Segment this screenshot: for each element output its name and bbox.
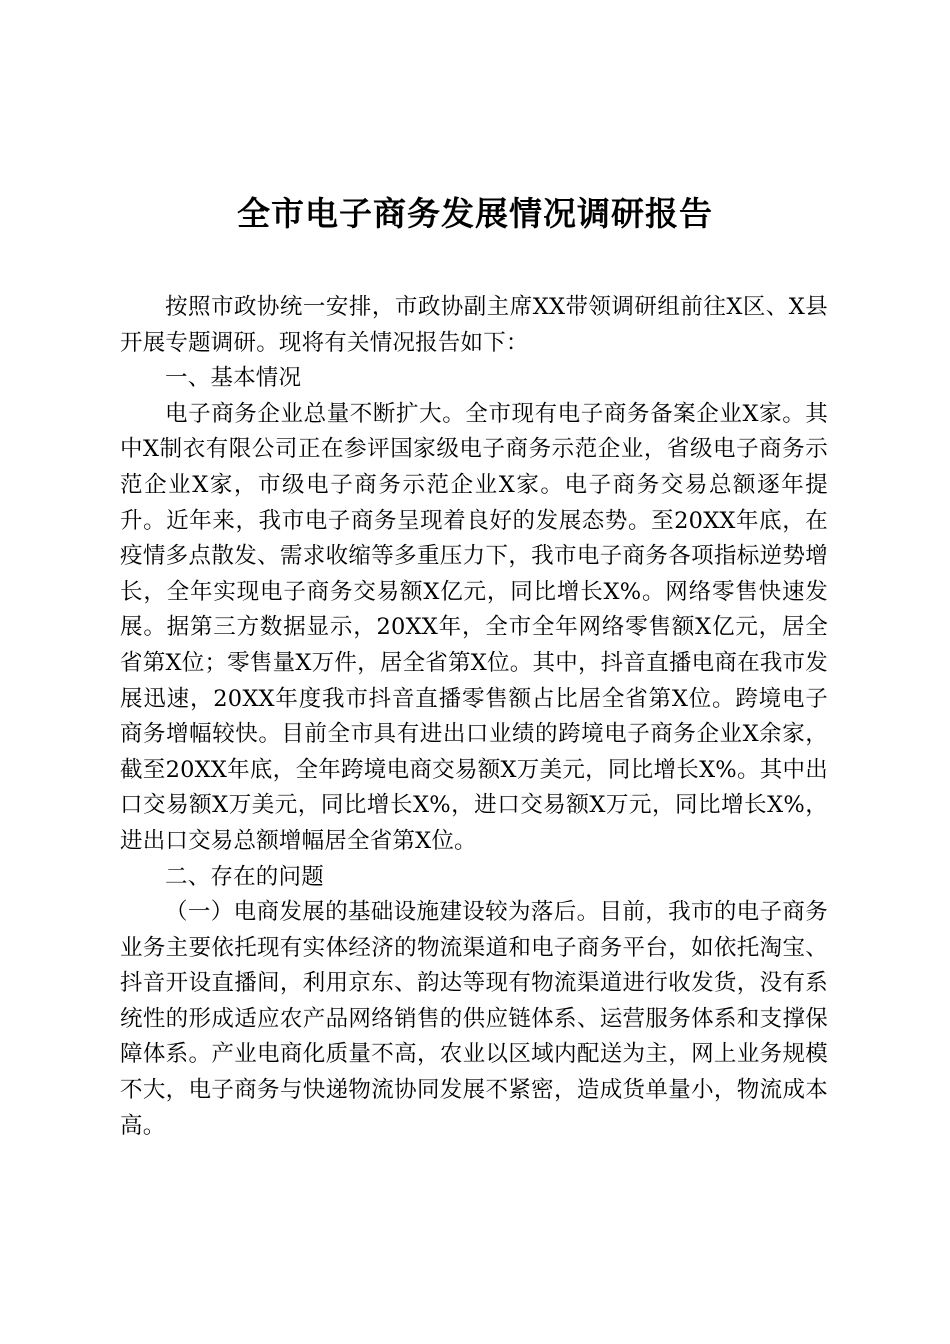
problem-one-paragraph: （一）电商发展的基础设施建设较为落后。目前，我市的电子商务业务主要依托现有实体经济的物流渠道和电子商务平台，如依托淘宝、抖音开设直播间，利用京东、韵达等现有物流渠道进行收发货，没有系统性的形成适应农产品网络销售的供应链体系、运营服务体系和支撑保障体系。产业电商化质量不高，农业以区域内配送为主，网上业务规模不大，电子商务与快递物流协同发展不紧密，造成货单量小，物流成本高。	[120, 899, 828, 1139]
intro-paragraph: 按照市政协统一安排，市政协副主席XX带领调研组前往X区、X县开展专题调研。现将有关情况报告如下：	[120, 294, 828, 356]
document-title: 全市电子商务发展情况调研报告	[237, 194, 713, 233]
section-heading-existing-problems: 二、存在的问题	[165, 863, 324, 890]
document-body	[120, 290, 828, 1144]
basic-situation-paragraph: 电子商务企业总量不断扩大。全市现有电子商务备案企业X家。其中X制衣有限公司正在参评国家级电子商务示范企业，省级电子商务示范企业X家，市级电子商务示范企业X家。电子商务交易总额逐年提升。近年来，我市电子商务呈现着良好的发展态势。至20XX年底，在疫情多点散发、需求收缩等多重压力下，我市电子商务各项指标逆势增长，全年实现电子商务交易额X亿元，同比增长X%。网络零售快速发展。据第三方数据显示，20XX年，全市全年网络零售额X亿元，居全省第X位；零售量X万件，居全省第X位。其中，抖音直播电商在我市发展迅速，20XX年度我市抖音直播零售额占比居全省第X位。跨境电子商务增幅较快。目前全市具有进出口业绩的跨境电子商务企业X余家，截至20XX年底，全年跨境电商交易额X万美元，同比增长X%。其中出口交易额X万美元，同比增长X%，进口交易额X万元，同比增长X%，进出口交易总额增幅居全省第X位。	[120, 400, 828, 854]
section-heading-basic-situation: 一、基本情况	[165, 365, 302, 392]
